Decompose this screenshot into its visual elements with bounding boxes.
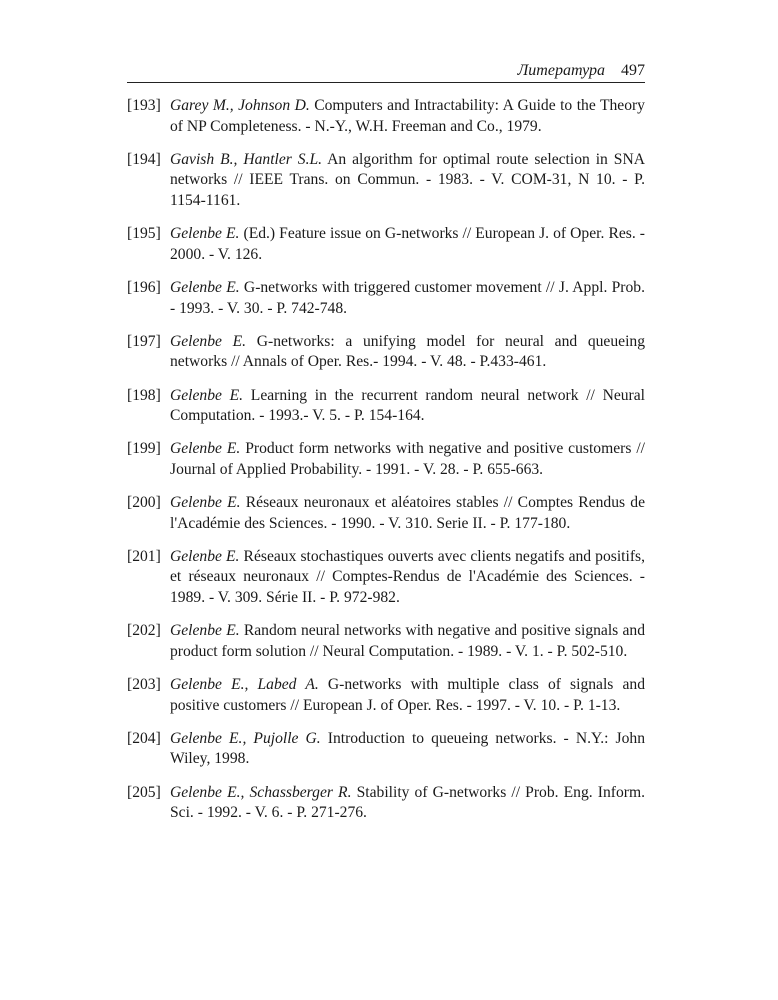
- reference-number: [197]: [127, 332, 161, 350]
- running-header: [127, 60, 645, 83]
- reference-item: [127, 675, 645, 716]
- reference-number: [202]: [127, 622, 161, 640]
- reference-authors: Gelenbe E.: [170, 386, 244, 404]
- reference-number: [204]: [127, 729, 161, 747]
- reference-number: [203]: [127, 676, 161, 693]
- reference-authors: Gelenbe E., Pujolle G.: [170, 729, 321, 747]
- reference-item: [127, 386, 645, 427]
- reference-list: [127, 96, 645, 836]
- reference-text: Product form networks with negative and positive customers // Journal of Applied Probability. - 1991. - V. 28. - P. 655-663.: [170, 440, 645, 478]
- reference-text: Stability of G-networks // Prob. Eng. Inform. Sci. - 1992. - V. 6. - P. 271-276.: [170, 783, 645, 822]
- reference-authors: Gelenbe E.: [170, 547, 240, 565]
- reference-item: [127, 224, 645, 265]
- reference-authors: Gelenbe E.: [170, 332, 247, 350]
- reference-text: G-networks with multiple class of signals and positive customers // European J. of Oper. Res. - 1997. - V. 10. - P. 1-13.: [170, 676, 645, 714]
- section-title: Литература: [517, 62, 605, 79]
- reference-authors: Gelenbe E.: [170, 225, 240, 243]
- reference-text: Introduction to queueing networks. - N.Y.: John Wiley, 1998.: [170, 729, 645, 768]
- reference-authors: Gelenbe E.: [170, 440, 241, 458]
- reference-authors: Gelenbe E., Schassberger R.: [170, 783, 352, 801]
- reference-text: G-networks with triggered customer movement // J. Appl. Prob. - 1993. - V. 30. - P. 742-748.: [170, 278, 645, 317]
- reference-item: [127, 439, 645, 480]
- reference-authors: Gavish B., Hantler S.L.: [170, 150, 323, 168]
- reference-item: [127, 729, 645, 770]
- reference-authors: Gelenbe E.: [170, 622, 240, 640]
- reference-authors: Gelenbe E., Labed A.: [170, 676, 319, 693]
- reference-item: [127, 783, 645, 824]
- reference-item: [127, 332, 645, 373]
- reference-number: [198]: [127, 386, 161, 404]
- reference-text: Learning in the recurrent random neural network // Neural Computation. - 1993.- V. 5. - P. 154-164.: [170, 386, 645, 425]
- reference-item: [127, 150, 645, 212]
- reference-text: Random neural networks with negative and positive signals and product form solution // Neural Computation. - 1989. - V. 1. - P. 502-510.: [170, 622, 645, 660]
- reference-number: [196]: [127, 278, 161, 296]
- reference-text: Réseaux neuronaux et aléatoires stables // Comptes Rendus de l'Académie des Sciences. - 1990. - V. 310. Serie II. - P. 177-180.: [170, 494, 645, 532]
- reference-item: [127, 278, 645, 319]
- reference-text: Réseaux stochastiques ouverts avec clients negatifs and positifs, et réseaux neuronaux // Comptes-Rendus de l'Académie des Sciences. - 1989. - V. 309. Série II. - P. 972-982.: [170, 547, 645, 607]
- reference-text: Computers and Intractability: A Guide to the Theory of NP Completeness. - N.-Y., W.H. Freeman and Co., 1979.: [170, 97, 645, 135]
- reference-item: [127, 96, 645, 137]
- reference-authors: Garey M., Johnson D.: [170, 97, 310, 114]
- reference-number: [201]: [127, 547, 161, 565]
- reference-item: [127, 493, 645, 534]
- reference-number: [194]: [127, 150, 161, 168]
- reference-item: [127, 621, 645, 662]
- reference-number: [195]: [127, 225, 161, 243]
- reference-authors: Gelenbe E.: [170, 278, 240, 296]
- reference-text: (Ed.) Feature issue on G-networks // European J. of Oper. Res. - 2000. - V. 126.: [170, 225, 645, 263]
- reference-item: [127, 547, 645, 609]
- reference-authors: Gelenbe E.: [170, 494, 241, 512]
- page-number: 497: [621, 62, 645, 79]
- reference-text: G-networks: a unifying model for neural and queueing networks // Annals of Oper. Res.- 1994. - V. 48. - P.433-461.: [170, 332, 645, 371]
- reference-number: [199]: [127, 440, 161, 458]
- reference-number: [200]: [127, 494, 161, 512]
- reference-text: An algorithm for optimal route selection in SNA networks // IEEE Trans. on Commun. - 1983. - V. COM-31, N 10. - P. 1154-1161.: [170, 150, 645, 209]
- reference-number: [205]: [127, 783, 161, 801]
- reference-number: [193]: [127, 97, 161, 114]
